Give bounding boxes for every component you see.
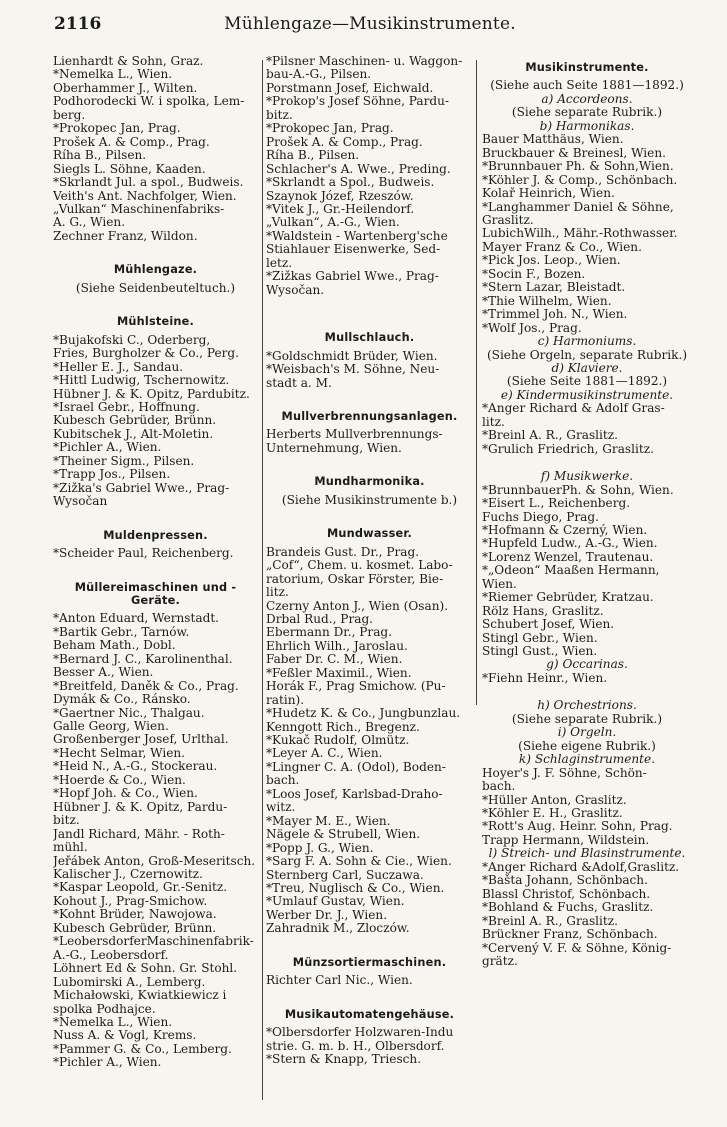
directory-entry: *Treu, Nuglisch & Co., Wien. [266,882,445,896]
spacer [482,456,692,470]
directory-entry: *Wolf Jos., Prag. [482,321,582,335]
directory-entry: *Hecht Selmar, Wien. [53,746,186,760]
directory-entry: *Bartik Gebr., Tarnów. [53,625,190,639]
directory-entry: Jeřábek Anton, Groß-Meseritsch. [53,854,256,868]
directory-entry: *Scheider Paul, Reichenberg. [53,547,234,561]
section-heading: Mundharmonika. [314,475,425,489]
directory-entry: *Köhler E. H., Graslitz. [482,807,623,821]
directory-entry: *Hofmann & Czerný, Wien. [482,523,648,537]
directory-entry: Trapp Hermann, Wildstein. [482,833,650,847]
directory-entry: *LeobersdorferMaschinenfabrik- [53,935,254,949]
directory-entry: Werber Dr. J., Wien. [266,908,388,922]
directory-entry: *Theiner Sigm., Pilsen. [53,454,195,468]
directory-entry: *Umlauf Gustav, Wien. [266,895,405,909]
directory-entry: *Trimmel Joh. N., Wien. [482,308,628,322]
directory-entry: Rölz Hans, Graslitz. [482,604,604,618]
directory-entry: Schubert Josef, Wien. [482,618,615,632]
directory-entry: bitz. [266,108,293,122]
section-heading: Musikautomatengehäuse. [284,1007,455,1021]
directory-entry: Veith's Ant. Nachfolger, Wien. [53,189,237,203]
directory-entry: Wysočan. [266,283,325,297]
page-header [40,14,700,42]
directory-entry: Bauer Matthäus, Wien. [482,133,624,147]
directory-entry: *Stern Lazar, Bleistadt. [482,281,626,295]
directory-entry: Hoyer's J. F. Söhne, Schön- [482,766,647,780]
directory-entry: Lienhardt & Sohn, Graz. [53,55,204,68]
directory-entry: *Breinl A. R., Graslitz. [482,429,618,443]
directory-entry: Besser A., Wien. [53,666,154,680]
directory-entry: Horák F., Prag Smichow. (Pu- [266,680,446,694]
directory-entry: *Anton Eduard, Wernstadt. [53,612,220,626]
spacer [266,936,473,950]
running-title: Mühlengaze—Musikinstrumente. [224,14,516,34]
directory-entry: *Lingner C. A. (Odol), Boden- [266,760,446,774]
directory-entry: *Bernard J. C., Karolinenthal. [53,652,233,666]
directory-entry: *Olbersdorfer Holzwaren-Indu [266,1026,454,1040]
directory-entry: Michałowski, Kwiatkiewicz i [53,989,227,1003]
column-left [53,55,258,1070]
directory-entry: *Pilsner Maschinen- u. Waggon- [266,55,463,68]
directory-entry: *Rott's Aug. Heinr. Sohn, Prag. [482,820,673,834]
section-heading: Münzsortiermaschinen. [292,955,447,969]
directory-entry: *Nemelka L., Wien. [53,1016,173,1029]
directory-entry: *Žižka's Gabriel Wwe., Prag- [53,481,230,495]
directory-entry: spolka Podhajce. [53,1002,156,1016]
directory-entry: *Kukač Rudolf, Olmütz. [266,734,410,748]
directory-entry: Prošek A. & Comp., Prag. [53,135,210,149]
directory-entry: berg. [53,108,86,122]
directory-entry: LubichWilh., Mähr.-Rothwasser. [482,227,678,241]
column-middle [266,55,473,1067]
directory-entry: Říha B., Pilsen. [266,149,360,163]
cross-reference-note: (Siehe Musikinstrumente b.) [281,492,458,507]
directory-entry: *Hittl Ludwig, Tschernowitz. [53,374,230,388]
directory-entry: Bruckbauer & Breinesl, Wien. [482,146,666,160]
directory-entry: *Prokopec Jan, Prag. [266,122,394,136]
cross-reference-note: (Siehe separate Rubrik.) [511,711,663,726]
cross-reference-note: (Siehe Orgeln, separate Rubrik.) [486,347,688,362]
directory-entry: *Hudetz K. & Co., Jungbunzlau. [266,707,461,721]
directory-entry: bau-A.-G., Pilsen. [266,68,372,82]
directory-entry: Drbal Rud., Prag. [266,612,374,626]
directory-entry: stadt a. M. [266,376,332,390]
directory-entry: ratorium, Oskar Förster, Bie- [266,572,444,586]
directory-entry: Herberts Mullverbrennungs- [266,428,443,442]
subsection-heading: f) Musikwerke. [540,469,634,484]
spacer [266,390,473,404]
directory-entry: Oberhammer J., Wilten. [53,81,198,95]
section-heading: Muldenpressen. [103,528,208,542]
directory-entry: *Heid N., A.-G., Stockerau. [53,760,218,774]
directory-entry: Říha B., Pilsen. [53,149,147,163]
directory-entry: *Grulich Friedrich, Graslitz. [482,442,654,456]
directory-entry: *Prokop's Josef Söhne, Pardu- [266,95,449,109]
directory-entry: A. G., Wien. [53,216,126,230]
directory-entry: Löhnert Ed & Sohn. Gr. Stohl. [53,962,238,976]
directory-entry: Sternberg Carl, Suczawa. [266,868,424,882]
directory-entry: *Breinl A. R., Graslitz. [482,914,618,928]
spacer [53,243,258,257]
directory-entry: *Mayer M. E., Wien. [266,814,391,828]
directory-entry: Stingl Gust., Wien. [482,645,598,659]
directory-entry: Richter Carl Nic., Wien. [266,974,413,988]
directory-entry: *Socin F., Bozen. [482,267,586,281]
cross-reference-note: (Siehe separate Rubrik.) [511,105,663,120]
directory-entry: Hübner J. & K. Opitz, Pardubitz. [53,387,250,401]
directory-entry: *Nemelka L., Wien. [53,68,173,82]
directory-entry: Porstmann Josef, Eichwald. [266,81,434,95]
directory-entry: *Sarg F. A. Sohn & Cie., Wien. [266,855,452,869]
directory-entry: *„Odeon“ Maaßen Hermann, [482,564,660,578]
directory-entry: „Cof“, Chem. u. kosmet. Labo- [266,559,453,573]
directory-entry: Kohout J., Prag-Smichow. [53,894,208,908]
directory-entry: Brandeis Gust. Dr., Prag. [266,545,420,559]
directory-entry: Graslitz. [482,213,534,227]
spacer [266,311,473,325]
directory-entry: Galle Georg, Wien. [53,720,169,734]
directory-entry: *Bohland & Fuchs, Graslitz. [482,901,654,915]
directory-entry: strie. G. m. b. H., Olbersdorf. [266,1039,445,1053]
subsection-heading: g) Occarinas. [546,657,628,672]
directory-entry: *Köhler J. & Comp., Schönbach. [482,173,678,187]
directory-entry: Szaynok Józef, Rzeszów. [266,189,414,203]
directory-entry: *Bujakofski C., Oderberg, [53,333,211,347]
column-right [482,55,692,968]
directory-entry: Stiahlauer Eisenwerke, Sed- [266,243,441,257]
directory-entry: *Žižkas Gabriel Wwe., Prag- [266,270,439,284]
spacer [266,988,473,1002]
directory-entry: *Kohnt Brüder, Nawojowa. [53,908,217,922]
section-heading: Mühlengaze. [113,263,198,277]
directory-entry: *Anger Richard &Adolf,Graslitz. [482,860,680,874]
section-heading: Mullverbrennungsanlagen. [281,409,458,423]
directory-entry: Schlacher's A. Wwe., Preding. [266,162,451,176]
subsection-heading: l) Streich- und Blasinstrumente. [488,846,686,861]
directory-entry: Großenberger Josef, Urlthal. [53,733,229,747]
directory-entry: *Hupfeld Ludw., A.-G., Wien. [482,537,658,551]
column-divider-right [476,60,477,705]
directory-entry: *Loos Josef, Karlsbad-Draho- [266,787,443,801]
directory-entry: grätz. [482,955,518,968]
directory-entry: Blassl Christof, Schönbach. [482,887,651,901]
section-heading: Mundwasser. [326,527,413,541]
spacer [266,507,473,521]
directory-entry: *Kaspar Leopold, Gr.-Senitz. [53,881,228,895]
directory-entry: *Langhammer Daniel & Söhne, [482,200,674,214]
subsection-heading: h) Orchestrions. [537,698,637,713]
directory-entry: Kenngott Rich., Bregenz. [266,720,420,734]
directory-entry: bach. [266,774,300,788]
directory-entry: *Eisert L., Reichenberg. [482,497,631,511]
directory-entry: Mayer Franz & Co., Wien. [482,240,642,254]
directory-entry: Faber Dr. C. M., Wien. [266,653,403,667]
subsection-heading: i) Orgeln. [557,725,617,740]
directory-entry: Ebermann Dr., Prag. [266,626,393,640]
spacer [53,295,258,309]
directory-entry: *Thie Wilhelm, Wien. [482,294,612,308]
cross-reference-note: (Siehe Seidenbeuteltuch.) [75,280,236,295]
directory-entry: *Hopf Joh. & Co., Wien. [53,787,198,801]
directory-entry: Unternehmung, Wien. [266,441,402,455]
directory-entry: letz. [266,256,293,270]
directory-entry: *Pammer G. & Co., Lemberg. [53,1042,232,1056]
directory-entry: bitz. [53,814,80,828]
directory-entry: Kolař Heinrich, Wien. [482,187,615,201]
directory-entry: *Pick Jos. Leop., Wien. [482,254,621,268]
directory-entry: *Riemer Gebrüder, Kratzau. [482,591,654,605]
directory-entry: *Gaertner Nic., Thalgau. [53,706,205,720]
directory-entry: *Fiehn Heinr., Wien. [482,671,608,685]
spacer [266,297,473,311]
directory-entry: *Hüller Anton, Graslitz. [482,793,627,807]
directory-entry: *Goldschmidt Brüder, Wien. [266,349,438,363]
spacer [266,455,473,469]
cross-reference-note: (Siehe eigene Rubrik.) [518,738,656,753]
directory-entry: *Feßler Maximil., Wien. [266,666,412,680]
directory-entry: Wysočan [53,495,108,509]
subsection-heading: a) Accordeons. [541,91,633,106]
directory-entry: Stingl Gebr., Wien. [482,631,598,645]
directory-entry: Nuss A. & Vogl, Krems. [53,1029,197,1043]
section-heading: Müllereimaschinen und -Geräte. [74,580,237,607]
directory-entry: *Israel Gebr., Hoffnung. [53,400,200,414]
directory-entry: Nägele & Strubell, Wien. [266,828,421,842]
directory-entry: *Pichler A., Wien. [53,1056,162,1070]
directory-entry: bach. [482,780,516,794]
directory-entry: Brückner Franz, Schönbach. [482,928,658,942]
column-divider-left [262,60,263,1100]
directory-entry: Zahradnik M., Zloczów. [266,922,410,936]
directory-entry: *Breitfeld, Daněk & Co., Prag. [53,679,239,693]
directory-entry: Beham Math., Dobl. [53,639,176,653]
directory-entry: „Vulkan“, A.-G., Wien. [266,216,400,230]
directory-entry: *BrunnbauerPh. & Sohn, Wien. [482,483,674,497]
directory-entry: Kubesch Gebrüder, Brünn. [53,921,217,935]
cross-reference-note: (Siehe auch Seite 1881—1892.) [490,78,684,93]
directory-entry: *Bašta Johann, Schönbach. [482,874,648,888]
directory-entry: *Lorenz Wenzel, Trautenau. [482,550,654,564]
directory-entry: *Heller E. J., Sandau. [53,360,184,374]
directory-entry: *Pichler A., Wien. [53,441,162,455]
spacer [482,685,692,699]
directory-entry: *Vitek J., Gr.-Heilendorf. [266,202,415,216]
directory-entry: Podhorodecki W. i spolka, Lem- [53,95,245,109]
directory-entry: *Leyer A. C., Wien. [266,747,383,761]
directory-entry: *Prokopec Jan, Prag. [53,122,181,136]
directory-entry: *Škrlandt Jul. a spol., Budweis. [53,176,244,190]
directory-entry: Siegls L. Söhne, Kaaden. [53,162,206,176]
subsection-heading: e) Kindermusikinstrumente. [500,387,674,402]
spacer [53,561,258,575]
directory-entry: mühl. [53,841,88,855]
directory-entry: *Weisbach's M. Söhne, Neu- [266,363,440,377]
directory-entry: „Vulkan“ Maschinenfabriks- [53,202,225,216]
cross-reference-note: (Siehe Seite 1881—1892.) [506,374,668,389]
subsection-heading: c) Harmoniums. [537,334,637,349]
directory-entry: Zechner Franz, Wildon. [53,229,198,243]
directory-entry: *Brunnbauer Ph. & Sohn,Wien. [482,160,674,174]
directory-entry: A.-G., Leobersdorf. [53,948,169,962]
directory-entry: Lubomirski A., Lemberg. [53,975,206,989]
directory-entry: Fuchs Diego, Prag. [482,510,599,524]
directory-entry: *Anger Richard & Adolf Gras- [482,402,665,416]
directory-entry: Prošek A. & Comp., Prag. [266,135,423,149]
directory-entry: Jandl Richard, Mähr. - Roth- [53,827,225,841]
directory-entry: *Škrlandt a Spol., Budweis. [266,176,435,190]
section-heading: Mühlsteine. [116,315,195,329]
directory-entry: Kubitschek J., Alt-Moletin. [53,427,214,441]
directory-entry: *Hoerde & Co., Wien. [53,773,186,787]
directory-entry: litz. [482,415,505,429]
directory-entry: Dymák & Co., Ránsko. [53,693,191,707]
directory-entry: Ehrlich Wilh., Jaroslau. [266,639,408,653]
spacer [53,509,258,523]
directory-entry: *Waldstein - Wartenberg'sche [266,229,448,243]
directory-entry: Hübner J. & K. Opitz, Pardu- [53,800,228,814]
section-heading: Musikinstrumente. [525,61,649,74]
subsection-heading: d) Klaviere. [551,360,623,375]
directory-entry: Fries, Burgholzer & Co., Perg. [53,347,239,361]
directory-entry: *Stern & Knapp, Triesch. [266,1053,422,1067]
subsection-heading: b) Harmonikas. [539,118,635,133]
directory-entry: Wien. [482,577,517,591]
directory-entry: *Trapp Jos., Pilsen. [53,468,171,482]
directory-entry: litz. [266,586,289,600]
directory-entry: ratin). [266,693,305,707]
section-heading: Mullschlauch. [324,331,415,345]
directory-entry: *Popp J. G., Wien. [266,841,374,855]
directory-entry: Czerny Anton J., Wien (Osan). [266,599,449,613]
subsection-heading: k) Schlaginstrumente. [518,752,656,767]
directory-entry: Kalischer J., Czernowitz. [53,868,203,882]
directory-entry: witz. [266,801,296,815]
page-number: 2116 [54,14,102,34]
directory-entry: *Červený V. F. & Söhne, König- [482,941,672,955]
directory-entry: Kubesch Gebrüder, Brünn. [53,414,217,428]
